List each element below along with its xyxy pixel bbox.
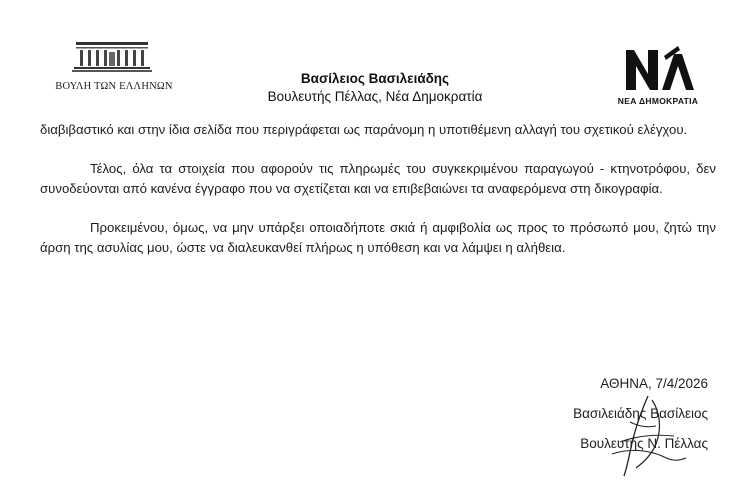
party-logo: [608, 44, 708, 108]
signer-name: Βασιλειάδης Βασίλειος: [573, 406, 708, 421]
parliament-logo: [44, 38, 184, 94]
author-role: Βουλευτής Πέλλας, Νέα Δημοκρατία: [267, 89, 483, 104]
author-header: [250, 70, 500, 106]
parliament-building-icon: [72, 38, 152, 74]
paragraph-continuation: διαβιβαστικό και στην ίδια σελίδα που περιγράφεται ως παράνομη η υποτιθέμενη αλλαγή του σχετικού ελέγχου.: [40, 122, 688, 137]
signer-title: Βουλευτής Ν. Πέλλας: [580, 436, 708, 451]
signature-block: [573, 376, 708, 466]
place-date: ΑΘΗΝΑ, 7/4/2026: [600, 376, 708, 391]
paragraph-immunity-request: Προκειμένου, όμως, να μην υπάρξει οποιαδήποτε σκιά ή αμφιβολία ως προς το πρόσωπό μου, ζητώ την άρση της ασυλίας μου, ώστε να διαλευκανθεί πλήρως η υπόθεση και να λάμψει η αλήθεια.: [40, 219, 716, 255]
letter-body: [40, 120, 716, 259]
party-label: ΝΕΑ ΔΗΜΟΚΡΑΤΙΑ: [617, 96, 699, 106]
parliament-label: ΒΟΥΛΗ ΤΩΝ ΕΛΛΗΝΩΝ: [55, 81, 173, 92]
nd-logo-icon: [620, 44, 696, 92]
paragraph-payments: Τέλος, όλα τα στοιχεία που αφορούν τις πληρωμές του συγκεκριμένου παραγωγού - κτηνοτρόφου, δεν συνοδεύονται από κανένα έγγραφο που να σχετίζεται και να επιβεβαιώνει τα αναφερόμενα στη δικογραφία.: [40, 160, 716, 196]
author-name: Βασίλειος Βασιλειάδης: [300, 71, 450, 86]
